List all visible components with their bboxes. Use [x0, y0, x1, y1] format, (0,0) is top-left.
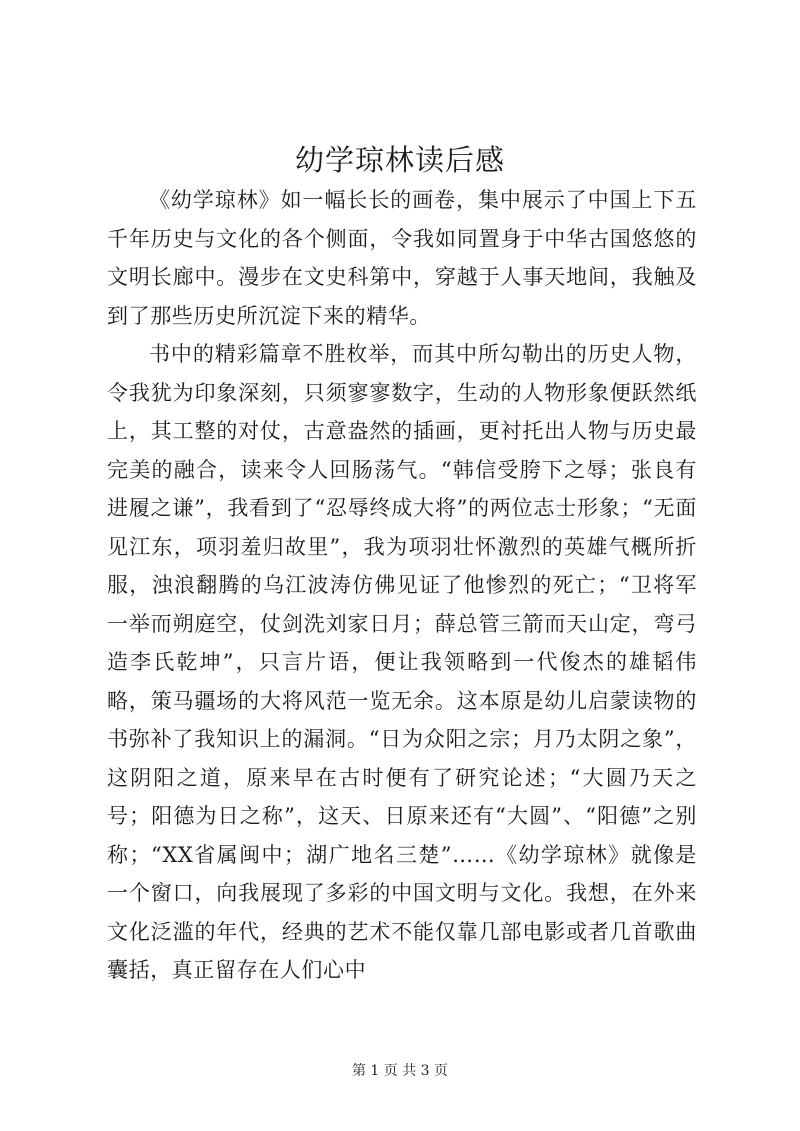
document-title: 幼学琼林读后感 — [294, 143, 505, 177]
paragraph-2: 书中的精彩篇章不胜枚举，而其中所勾勒出的历史人物，令我犹为印象深刻，只须寥寥数字，生动的人物形象便跃然纸上，其工整的对仗，古意盎然的插画，更衬托出人物与历史最完美的融合，读来令人回肠荡气。“韩信受胯下之辱；张良有进履之谦”，我看到了“忍辱终成大将”的两位志士形象；“无面见江东，项羽羞归故里”，我为项羽壮怀激烈的英雄气概所折服，浊浪翻腾的乌江波涛仿佛见证了他惨烈的死亡；“卫将军一举而朔庭空，仗剑洗刘家日月；薛总管三箭而天山定，弯弓造李氏乾坤”，只言片语，便让我领略到一代俊杰的雄韬伟略，策马疆场的大将风范一览无余。这本原是幼儿启蒙读物的书弥补了我知识上的漏洞。“日为众阳之宗；月乃太阴之象”，这阴阳之道，原来早在古时便有了研究论述；“大圆乃天之号；阳德为日之称”，这天、日原来还有“大圆”、“阳德”之别称；“XX省属闽中；湖广地名三楚”……《幼学琼林》就像是一个窗口，向我展现了多彩的中国文明与文化。我想，在外来文化泛滥的年代，经典的艺术不能仅靠几部电影或者几首歌曲囊括，真正留存在人们心中 — [107, 342, 697, 982]
paragraph-1: 《幼学琼林》如一幅长长的画卷，集中展示了中国上下五千年历史与文化的各个侧面，令我如同置身于中华古国悠悠的文明长廊中。漫步在文史科第中，穿越于人事天地间，我触及到了那些历史所沉淀下来的精华。 — [107, 188, 697, 328]
document-body — [107, 181, 697, 990]
page-footer: 第 1 页 共 3 页 — [351, 1063, 449, 1079]
